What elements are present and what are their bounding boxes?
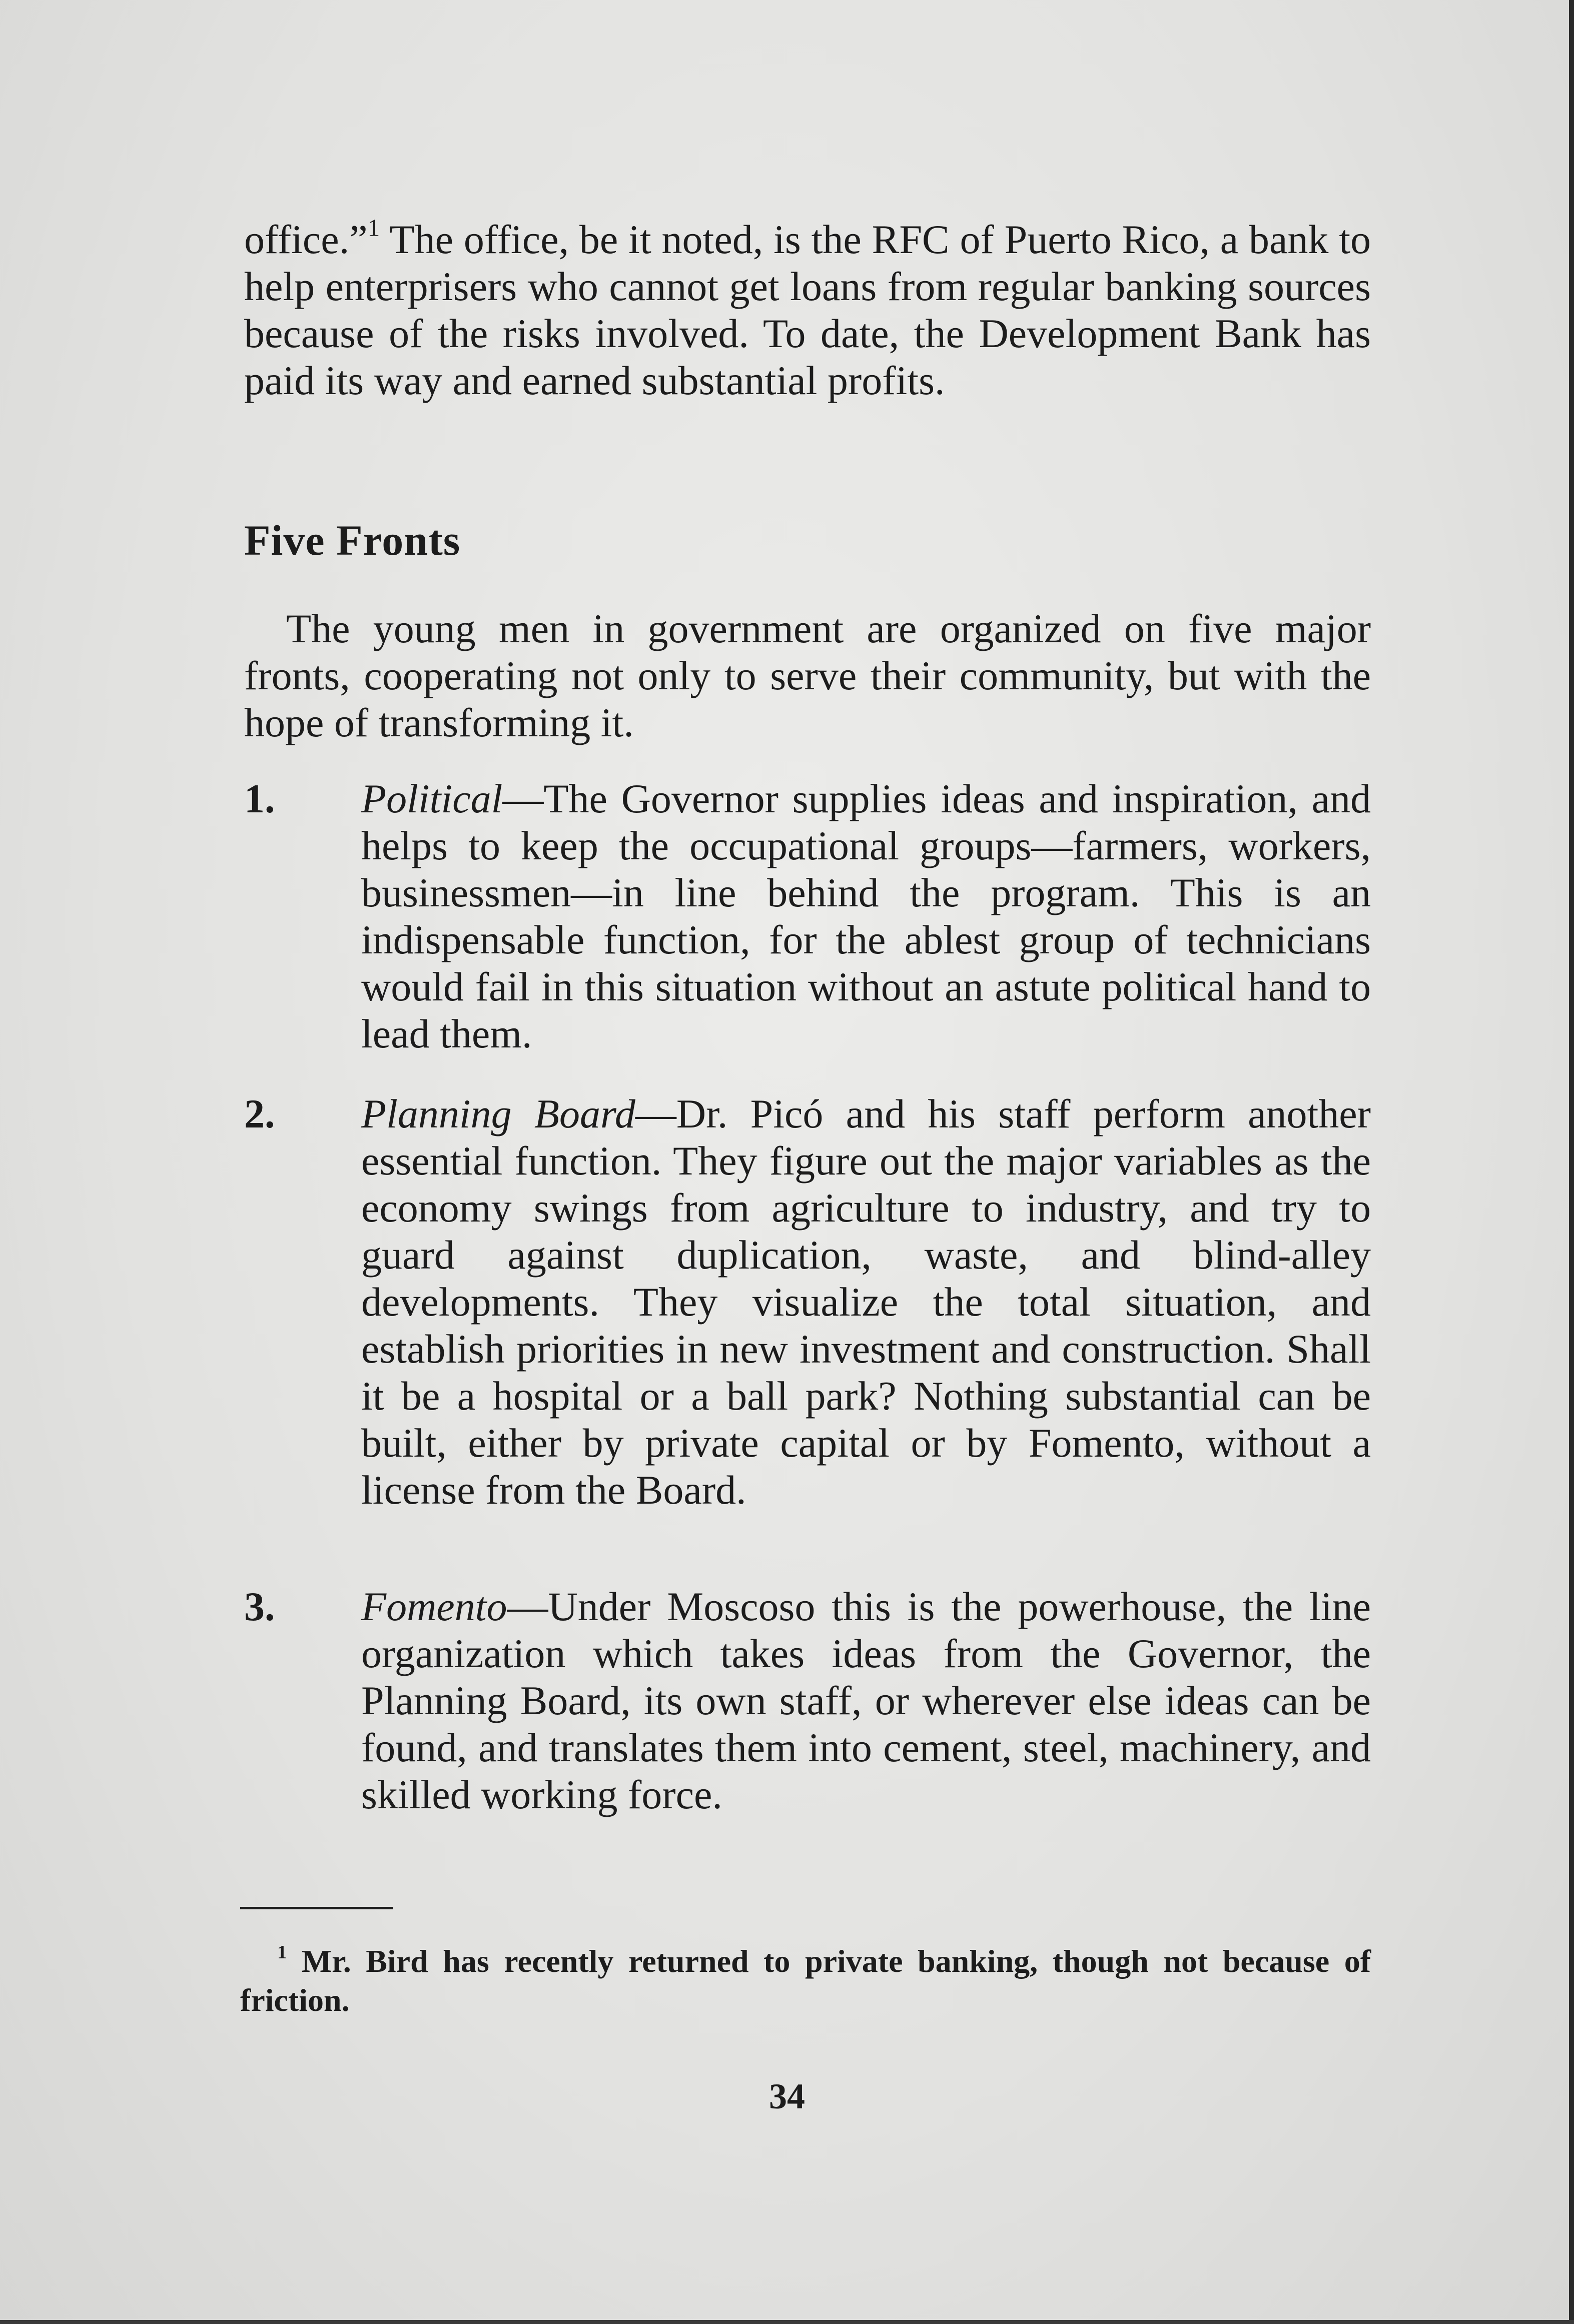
footnote-text: Mr. Bird has recently returned to private banking, though not because of friction. xyxy=(240,1943,1371,2018)
section-heading: Five Fronts xyxy=(244,516,461,564)
page-number: 34 xyxy=(769,2076,805,2116)
intro-paragraph: The young men in government are organized on five major fronts, cooperating not only to serve their community, but with the hope of transforming it. xyxy=(244,606,1371,745)
item-text: —Under Moscoso this is the powerhouse, the line organization which takes ideas from the Governor, the Planning Board, its own staff, or wherever else ideas can be found, and translates them into cement, steel, machinery, and skilled working force. xyxy=(361,1584,1371,1817)
item-title: Political xyxy=(361,776,503,821)
paragraph-continued xyxy=(244,216,1371,404)
item-number: 1. xyxy=(244,776,275,821)
item-number: 2. xyxy=(244,1091,275,1136)
item-body xyxy=(361,1090,1371,1514)
item-body xyxy=(361,1583,1371,1818)
item-body xyxy=(361,775,1371,1057)
item-text: —Dr. Picó and his staff perform another essential function. They figure out the major variables as the economy swings from agriculture to industry, and try to guard against duplication, waste, and blind-alley developments. They visualize the total situation, and establish priorities in new investment and construction. Shall it be a hospital or a ball park? Nothing substantial can be built, either by private capital or by Fomento, without a license from the Board. xyxy=(361,1091,1371,1513)
paragraph-lead: office.” xyxy=(244,217,368,262)
footnote-marker: 1 xyxy=(277,1942,287,1963)
page-edge-shadow xyxy=(1569,0,1574,2324)
page-bottom-edge xyxy=(0,2320,1574,2324)
item-number: 3. xyxy=(244,1584,275,1629)
item-title: Fomento xyxy=(361,1584,507,1629)
footnote-reference: 1 xyxy=(367,214,380,242)
item-text: —The Governor supplies ideas and inspiration, and helps to keep the occupational groups—farmers, workers, businessmen—in line behind the program. This is an indispensable function, for the ablest group of technicians would fail in this situation without an astute political hand to lead them. xyxy=(361,776,1371,1056)
footnote-divider xyxy=(240,1907,393,1909)
paragraph-body: The office, be it noted, is the RFC of Puerto Rico, a bank to help enterprisers who cannot get loans from regular banking sources because of the risks involved. To date, the Development Bank has paid its way and earned substantial profits. xyxy=(244,217,1371,403)
footnote xyxy=(240,1942,1371,2020)
item-title: Planning Board xyxy=(361,1091,635,1136)
